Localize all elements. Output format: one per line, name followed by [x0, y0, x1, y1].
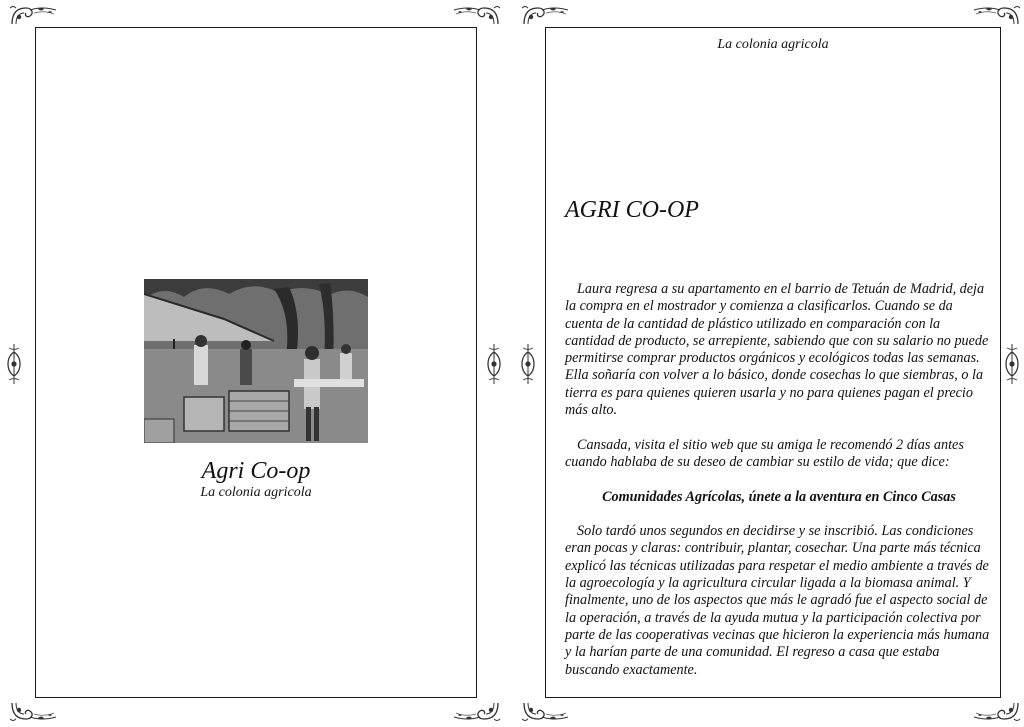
- side-ornament-left: [6, 342, 22, 386]
- corner-ornament-top-right: [452, 4, 502, 28]
- side-ornament-right: [486, 342, 502, 386]
- chapter-title: AGRI CO-OP: [565, 197, 699, 223]
- cover-subtitle: La colonia agricola: [200, 485, 312, 500]
- corner-ornament-bottom-left: [520, 699, 570, 723]
- side-ornament-right: [1004, 342, 1020, 386]
- corner-ornament-bottom-right: [972, 699, 1022, 723]
- left-page: [0, 0, 508, 727]
- paragraph: Laura regresa a su apartamento en el barrio de Tetuán de Madrid, deja la compra en el mostrador y comienza a clasificarlos. Cuando se da cuenta de la cantidad de plástico utilizado en comparación con la cantidad de producto, se arrepiente, sabiendo que con su salario no puede permitirse comprar productos orgánicos y ecológicos todas las semanas. Ella soñaría con volver a lo básico, donde cosechas lo que siembras, o la tierra es para quienes quieren usarla y no para quienes pagan el precio más alto.: [565, 281, 989, 419]
- website-quote: Comunidades Agrícolas, únete a la aventura en Cinco Casas: [602, 488, 956, 505]
- side-ornament-left: [520, 342, 536, 386]
- corner-ornament-bottom-right: [452, 699, 502, 723]
- market-photo-image: [144, 279, 368, 443]
- corner-ornament-top-left: [8, 4, 58, 28]
- chapter-body: [565, 281, 993, 696]
- corner-ornament-top-right: [972, 4, 1022, 28]
- paragraph: Cansada, visita el sitio web que su amiga le recomendó 2 días antes cuando hablaba de su deseo de cambiar su estilo de vida; que dice:: [565, 436, 964, 470]
- right-page: [516, 0, 1024, 727]
- running-header: La colonia agricola: [717, 37, 829, 52]
- market-photo: [144, 279, 368, 443]
- cover-title: Agri Co-op: [201, 458, 311, 484]
- paragraph: Solo tardó unos segundos en decidirse y se inscribió. Las condiciones eran pocas y claras: contribuir, plantar, cosechar. Una parte más técnica explicó las técnicas utilizadas para respetar el medio ambiente a través de la agroecología y la agricultura circular ligada a la biomasa animal. Y finalmente, uno de los aspectos que más le agradó fue el aspecto social de la operación, a través de la ayuda mutua y la participación colectiva por parte de las cooperativas vecinas que hicieron la experiencia más humana y la harían parte de una comunidad. El regreso a casa que estaba buscando exactamente.: [565, 523, 990, 678]
- corner-ornament-bottom-left: [8, 699, 58, 723]
- corner-ornament-top-left: [520, 4, 570, 28]
